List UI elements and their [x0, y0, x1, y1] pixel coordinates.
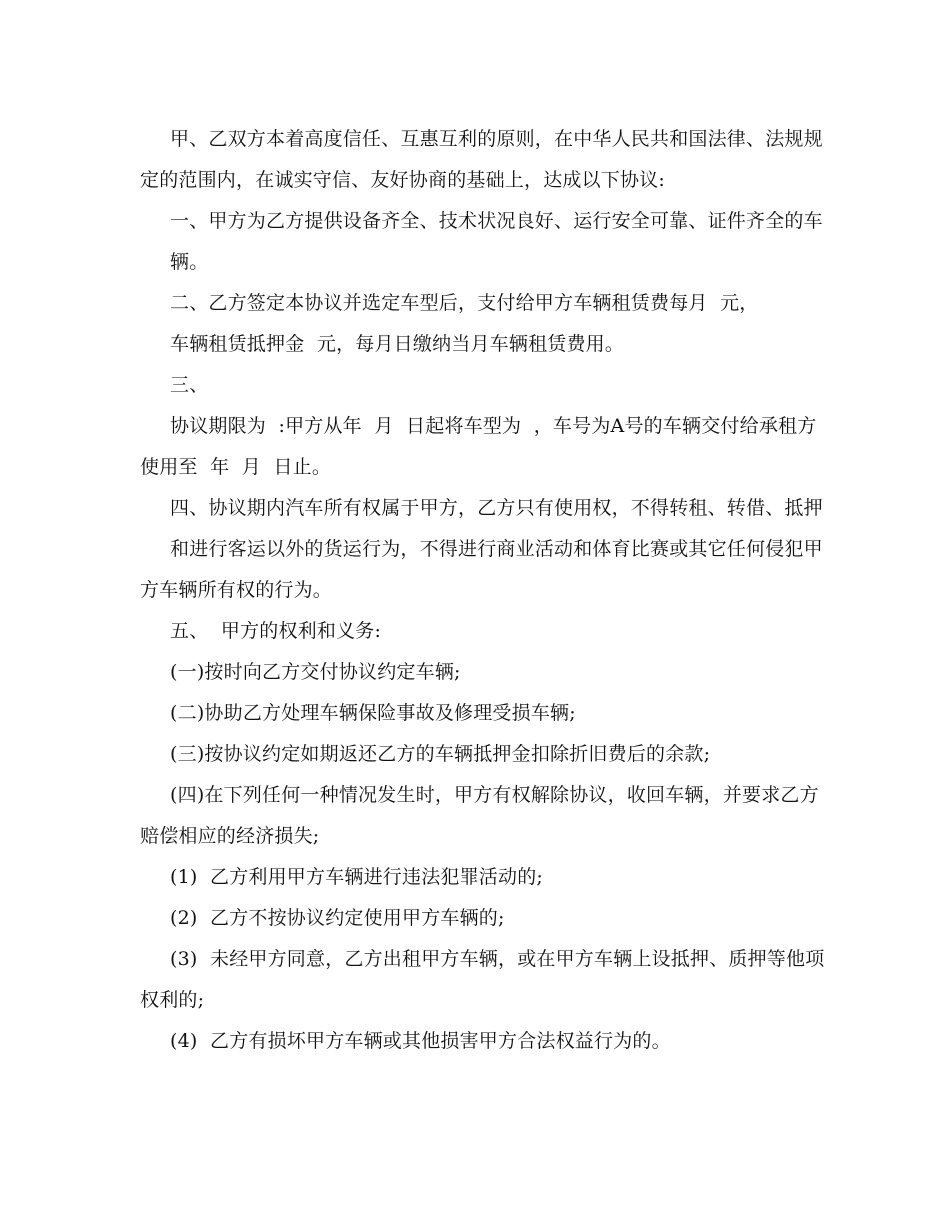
paragraph-line-10: 四、协议期内汽车所有权属于甲方，乙方只有使用权，不得转租、转借、抵押 [170, 497, 823, 519]
paragraph-line-3: 一、甲方为乙方提供设备齐全、技术状况良好、运行安全可靠、证件齐全的车 [170, 210, 823, 232]
paragraph-line-17: (四)在下列任何一种情况发生时，甲方有权解除协议，收回车辆，并要求乙方 [170, 784, 819, 806]
paragraph-line-5: 二、乙方签定本协议并选定车型后，支付给甲方车辆租赁费每月 元， [170, 292, 759, 314]
paragraph-line-12: 方车辆所有权的行为。 [140, 579, 333, 601]
paragraph-line-22: 权利的; [140, 989, 205, 1011]
paragraph-line-15: (二)协助乙方处理车辆保险事故及修理受损车辆; [170, 702, 576, 724]
paragraph-line-8: 协议期限为 :甲方从年 月 日起将车型为 ，车号为A号的车辆交付给承租方 [170, 415, 817, 437]
paragraph-line-20: (2) 乙方不按协议约定使用甲方车辆的; [170, 907, 505, 929]
paragraph-line-16: (三)按协议约定如期返还乙方的车辆抵押金扣除折旧费后的余款; [170, 743, 711, 765]
paragraph-line-23: (4) 乙方有损坏甲方车辆或其他损害甲方合法权益行为的。 [170, 1030, 671, 1052]
paragraph-line-11: 和进行客运以外的货运行为，不得进行商业活动和体育比赛或其它任何侵犯甲 [170, 538, 823, 560]
paragraph-line-13: 五、 甲方的权利和义务: [170, 620, 382, 642]
paragraph-line-21: (3) 未经甲方同意，乙方出租甲方车辆，或在甲方车辆上设抵押、质押等他项 [170, 948, 825, 970]
paragraph-line-1: 甲、乙双方本着高度信任、互惠互利的原则，在中华人民共和国法律、法规规 [170, 128, 823, 150]
paragraph-line-19: (1) 乙方利用甲方车辆进行违法犯罪活动的; [170, 866, 543, 888]
paragraph-line-4: 辆。 [170, 251, 209, 273]
paragraph-line-6: 车辆租赁抵押金 元，每月日缴纳当月车辆租赁费用。 [170, 333, 625, 355]
paragraph-line-7: 三、 [170, 374, 209, 396]
paragraph-line-18: 赔偿相应的经济损失; [140, 825, 320, 847]
paragraph-line-2: 定的范围内，在诚实守信、友好协商的基础上，达成以下协议: [140, 169, 666, 191]
paragraph-line-9: 使用至 年 月 日止。 [140, 456, 332, 478]
paragraph-line-14: (一)按时向乙方交付协议约定车辆; [170, 661, 461, 683]
